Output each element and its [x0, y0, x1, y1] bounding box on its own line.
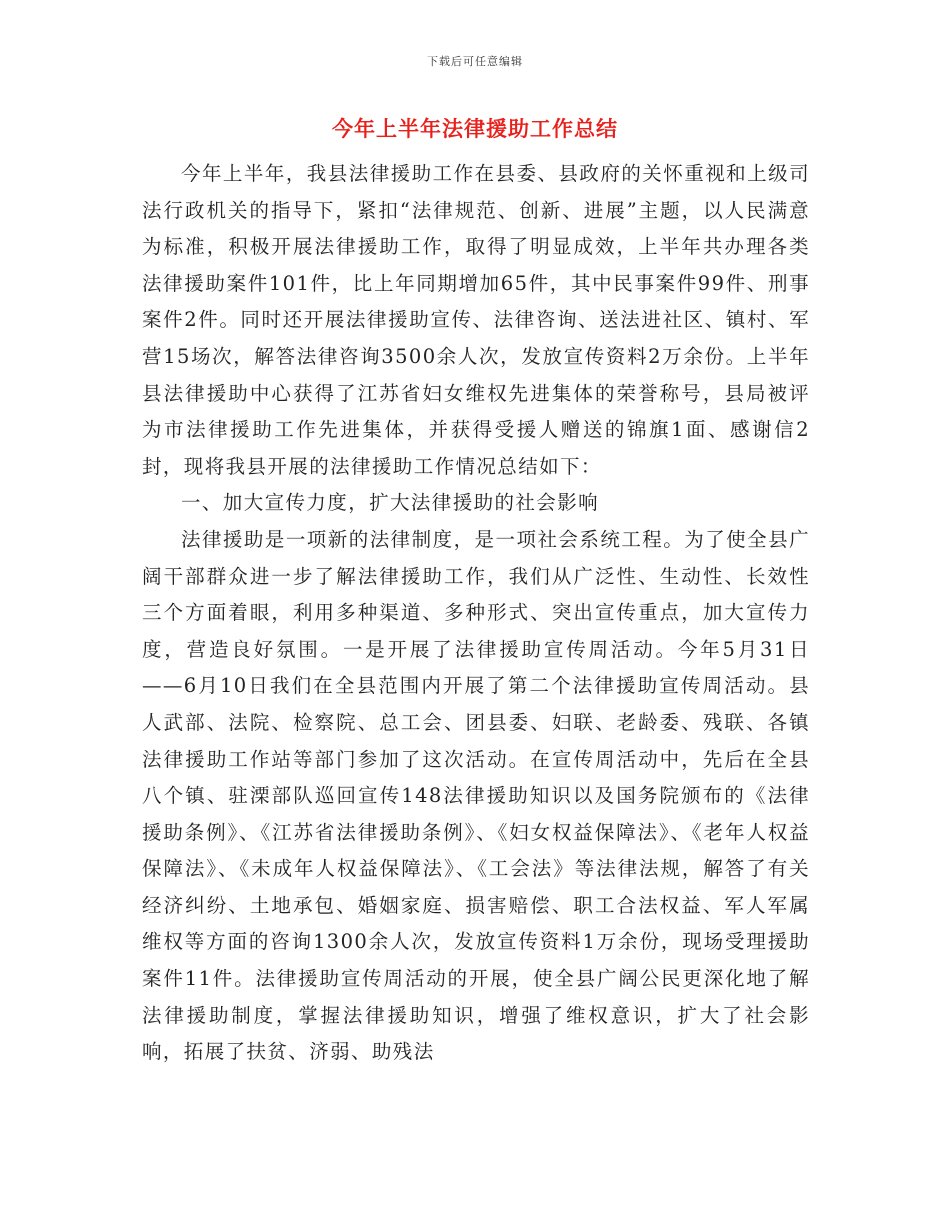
- body-paragraph: 法律援助是一项新的法律制度，是一项社会系统工程。为了使全县广阔干部群众进一步了解法律援助工作，我们从广泛性、生动性、长效性三个方面着眼，利用多种渠道、多种形式、突出宣传重点，加大宣传力度，营造良好氛围。一是开展了法律援助宣传周活动。今年5月31日——6月10日我们在全县范围内开展了第二个法律援助宣传周活动。县人武部、法院、检察院、总工会、团县委、妇联、老龄委、残联、各镇法律援助工作站等部门参加了这次活动。在宣传周活动中，先后在全县八个镇、驻溧部队巡回宣传148法律援助知识以及国务院颁布的《法律援助条例》、《江苏省法律援助条例》、《妇女权益保障法》、《老年人权益保障法》、《未成年人权益保障法》、《工会法》等法律法规，解答了有关经济纠纷、土地承包、婚姻家庭、损害赔偿、职工合法权益、军人军属维权等方面的咨询1300余人次，发放宣传资料1万余份，现场受理援助案件11件。法律援助宣传周活动的开展，使全县广阔公民更深化地了解法律援助制度，掌握法律援助知识，增强了维权意识，扩大了社会影响，拓展了扶贫、济弱、助残法: [142, 527, 810, 1064]
- intro-paragraph: 今年上半年，我县法律援助工作在县委、县政府的关怀重视和上级司法行政机关的指导下，紧扣“法律规范、创新、进展”主题，以人民满意为标准，积极开展法律援助工作，取得了明显成效，上半年共办理各类法律援助案件101件，比上年同期增加65件，其中民事案件99件、刑事案件2件。同时还开展法律援助宣传、法律咨询、送法进社区、镇村、军营15场次，解答法律咨询3500余人次，发放宣传资料2万余份。上半年县法律援助中心获得了江苏省妇女维权先进集体的荣誉称号，县局被评为市法律援助工作先进集体，并获得受援人赠送的锦旗1面、感谢信2封，现将我县开展的法律援助工作情况总结如下：: [142, 162, 810, 478]
- section-heading: 一、加大宣传力度，扩大法律援助的社会影响: [181, 491, 600, 515]
- document-body: [142, 156, 810, 1071]
- header-note: 下载后可任意编辑: [427, 55, 523, 68]
- document-title: 今年上半年法律援助工作总结: [332, 116, 618, 141]
